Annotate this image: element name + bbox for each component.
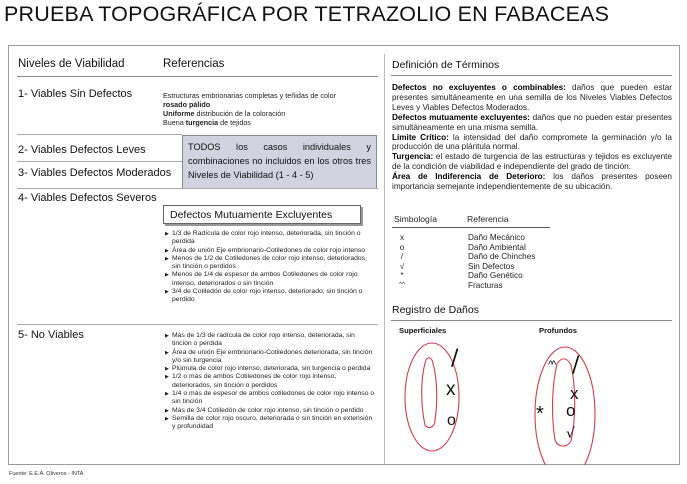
- header-rule: [17, 76, 378, 77]
- symbol-label: Daño Genético: [468, 271, 523, 281]
- o-mark: o: [447, 412, 456, 429]
- list-item: ▶ Semilla de color rojo oscuro, deteriorada o sin tinción en extensión y profundidad: [165, 415, 375, 432]
- profundos-label: Profundos: [539, 326, 577, 335]
- definitions-title: Definición de Términos: [392, 59, 500, 71]
- registro-rule: [391, 320, 672, 321]
- fracture-icon: ^^: [399, 282, 405, 288]
- bug-damage-icon: /: [400, 252, 404, 262]
- symbology-header: Simbología: [394, 214, 437, 224]
- symbol-label: Sin Defectos: [468, 261, 515, 271]
- x-mark: x: [446, 379, 456, 400]
- fracture-mark: ^^: [548, 359, 555, 371]
- slash-mark: /: [572, 353, 580, 378]
- rule-level-4: [17, 188, 378, 189]
- genetic-icon: *: [400, 271, 404, 281]
- todos-note: TODOS los casos individuales y combinaciones no incluidos en los otros tres Niveles de Viabilidad (1 - 4 - 5): [182, 135, 377, 189]
- symbol-label: Daño Ambiental: [468, 242, 526, 252]
- level-3: 3- Viables Defectos Moderados: [18, 167, 172, 179]
- list-item: ▶ 1/3 de Radícula de color rojo intenso, deteriorada, sin tinción o perdida: [165, 230, 375, 247]
- list-item: ▶ 1/4 o más de espesor de ambos cotiledones de color rojo intenso o sin tinción: [165, 390, 375, 407]
- mutex-title-box: Defectos Mutuamente Excluyentes: [163, 205, 361, 224]
- check-icon: √: [399, 261, 405, 271]
- severos-list: [165, 230, 375, 305]
- symbol-label: Daño Mecánico: [468, 233, 525, 242]
- level-4: 4- Viables Defectos Severos: [18, 192, 157, 204]
- list-item: ▶ 1/2 o más de ambos Cotiledones de color rojo intenso, deteriorados, sin tinción o perdidos: [165, 373, 375, 390]
- deep-seed-icon: [535, 347, 595, 465]
- list-item: ▶ Menos de 1/4 de espesor de ambos Cotiledones de color rojo intenso, deteriorados o sin tinción: [165, 271, 375, 288]
- page-title: PRUEBA TOPOGRÁFICA POR TETRAZOLIO EN FABACEAS: [4, 2, 610, 26]
- no-viables-list: [165, 332, 375, 432]
- symbology-rule: [392, 227, 550, 228]
- rule-level-3: [17, 161, 182, 162]
- superficiales-label: Superficiales: [399, 326, 447, 335]
- star-mark: *: [536, 403, 544, 425]
- list-item: ▶ Más de 1/3 de radícula de color rojo intenso, deteriorada, sin tinción o perdida: [165, 332, 375, 349]
- list-item: ▶ Más de 3/4 Cotiledón de color rojo intenso, sin tinción o perdido: [165, 407, 375, 415]
- list-item: ▶ 3/4 de Cotiledón de color rojo intenso, deteriorado, sin tinción o perdido: [165, 288, 375, 305]
- rule-level-5: [17, 324, 378, 325]
- registro-title: Registro de Daños: [392, 304, 479, 316]
- symbology-table: [392, 233, 552, 293]
- level-5: 5- No Viables: [18, 329, 84, 341]
- o-mark: o: [566, 401, 576, 420]
- source-footer: Fuente: E.E.A. Oliveros - INTA: [9, 471, 84, 477]
- rule-level-2: [17, 134, 182, 135]
- environmental-icon: o: [399, 242, 405, 252]
- reference-header: Referencia: [467, 214, 509, 224]
- list-item: ▶ Área de unión Eje embrionario-Cotiledones de color rojo intenso: [165, 247, 375, 255]
- col-header-levels: Niveles de Viabilidad: [18, 58, 125, 70]
- check-mark: √: [566, 426, 575, 442]
- seed-diagram: [385, 330, 675, 465]
- symbol-label: Daño de Chinches: [468, 252, 536, 262]
- definitions-list: Defectos no excluyentes o combinables: daños que pueden estar presentes simultáneamente en una semilla de los Niveles Viables Defectos Leves y Viables Defectos Moderados. Defectos mutuamente excluyentes: daños que no pueden estar presentes simultáneamente en una misma semilla. Límite Crítico: la intensidad del daño compromete la germinación y/o la producción de una plántula normal. Turgencia: el estado de turgencia de las estructuras y tejidos es excluyente de la condición de viabilidad e independiente del grado de tinción. Área de Indiferencia de Deterioro: los daños presentes poseen importancia semejante independientemente de su ubicación.: [392, 83, 672, 192]
- list-item: ▶ Área de unión Eje embrionario-Cotiledones deteriorada, sin tinción y/o sin turgencia: [165, 349, 375, 366]
- level-1: 1- Viables Sin Defectos: [18, 88, 133, 100]
- list-item: ▶ Menos de 1/2 de Cotiledones de color rojo intenso, deteriorados, sin tinción o perdidos: [165, 255, 375, 272]
- x-mark: x: [570, 384, 579, 403]
- col-header-refs: Referencias: [163, 58, 225, 70]
- level-2: 2- Viables Defectos Leves: [18, 144, 146, 156]
- symbol-label: Fracturas: [468, 281, 503, 290]
- mechanical-icon: x: [399, 233, 405, 242]
- list-item: ▶ Plúmula de color rojo intenso, deteriorada, sin turgencia o perdida: [165, 365, 375, 373]
- slash-mark: /: [451, 346, 459, 371]
- level-1-reference: Estructuras embrionarias completas y teñidas de color rosado pálido Uniforme distribución de la coloración Buena turgencia de tejidos: [163, 91, 336, 127]
- definitions-rule: [391, 75, 672, 76]
